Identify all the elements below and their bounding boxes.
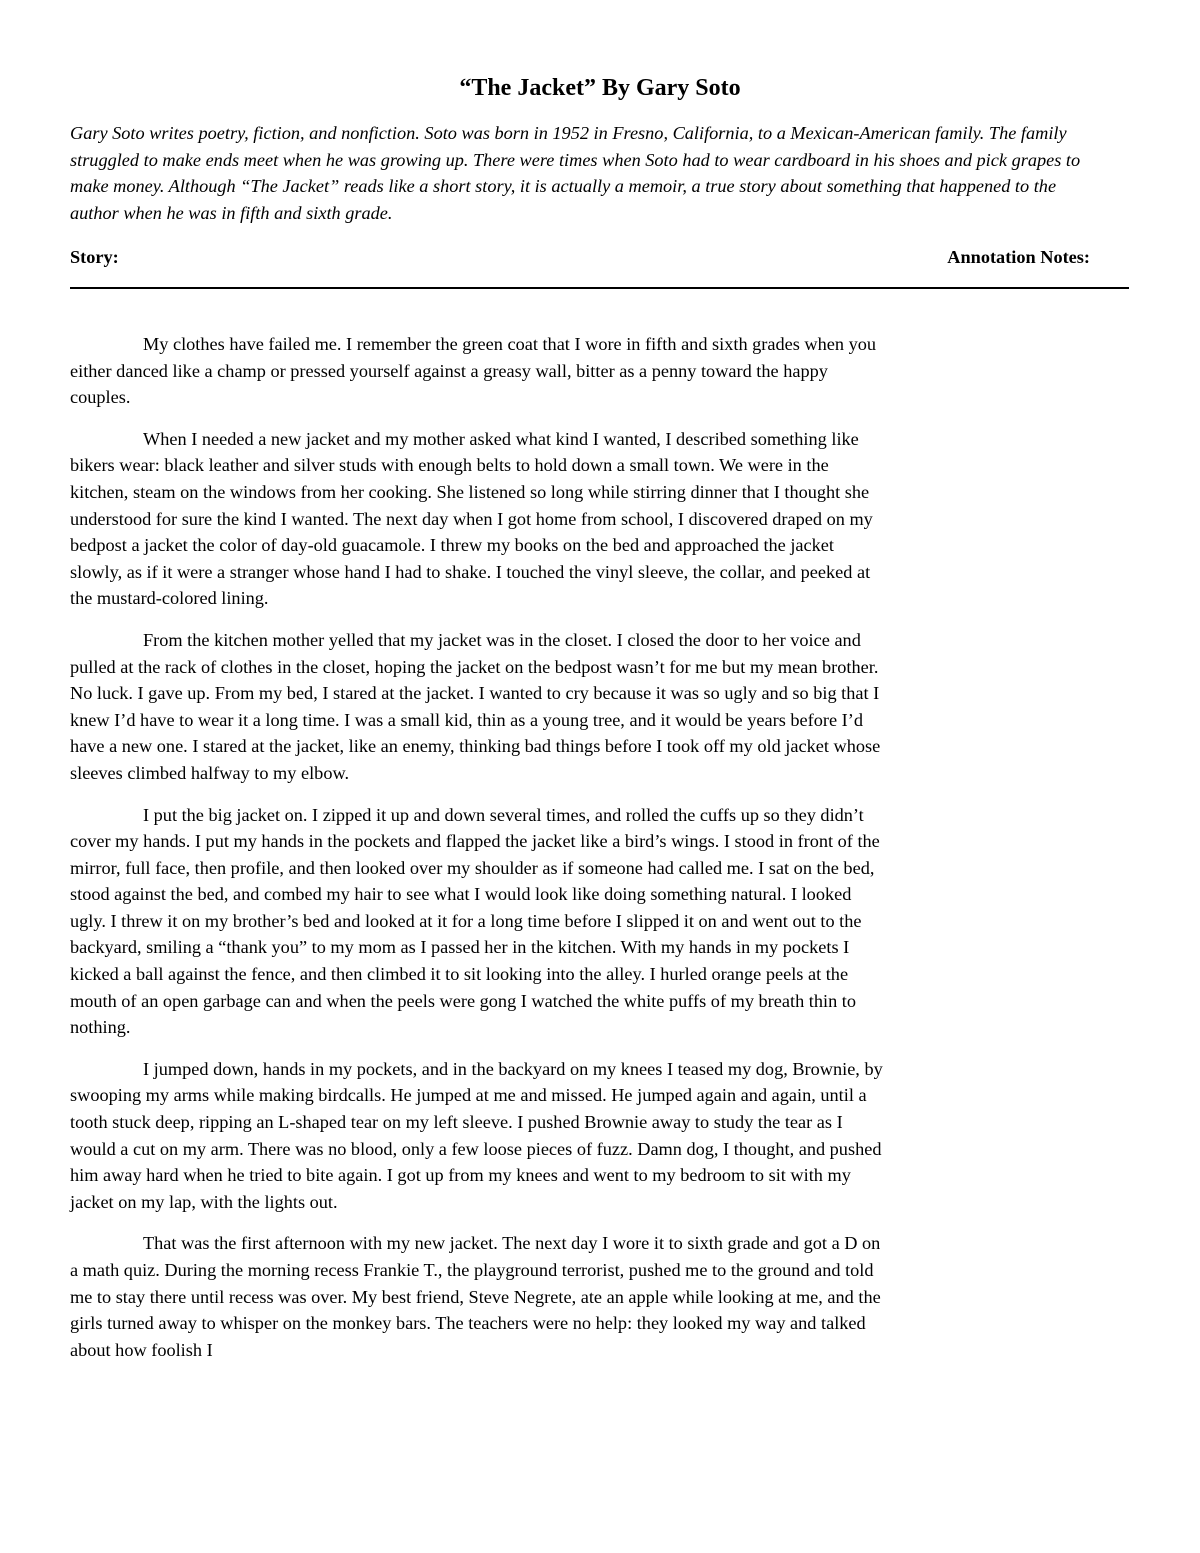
story-paragraph: When I needed a new jacket and my mother asked what kind I wanted, I described something like bikers wear: black leather and silver studs with enough belts to hold down a small town. We were in the kitchen, steam on the windows from her cooking. She listened so long while stirring dinner that I thought she understood for sure the kind I wanted. The next day when I got home from school, I discovered draped on my bedpost a jacket the color of day-old guacamole. I threw my books on the bed and approached the jacket slowly, as if it were a stranger whose hand I had to shake. I touched the vinyl sleeve, the collar, and peeked at the mustard-colored lining. — [70, 428, 873, 609]
horizontal-rule — [70, 287, 1129, 289]
annotation-notes-heading: Annotation Notes: — [947, 247, 1090, 267]
story-text — [70, 331, 883, 1378]
page-title: “The Jacket” By Gary Soto — [459, 75, 741, 101]
story-paragraph: My clothes have failed me. I remember the green coat that I wore in fifth and sixth grades when you either danced like a champ or pressed yourself against a greasy wall, bitter as a penny toward the happy couples. — [70, 334, 877, 408]
story-paragraph: That was the first afternoon with my new jacket. The next day I wore it to sixth grade and got a D on a math quiz. During the morning recess Frankie T., the playground terrorist, pushed me to the ground and told me to stay there until recess was over. My best friend, Steve Negrete, ate an apple while looking at me, and the girls turned away to whisper on the monkey bars. The teachers were no help: they looked my way and talked about how foolish I — [70, 1233, 881, 1360]
story-paragraph: From the kitchen mother yelled that my jacket was in the closet. I closed the door to her voice and pulled at the rack of clothes in the closet, hoping the jacket on the bedpost wasn’t for me but my mean brother. No luck. I gave up. From my bed, I stared at the jacket. I wanted to cry because it was so ugly and so big that I knew I’d have to wear it a long time. I was a small kid, thin as a young tree, and it would be years before I’d have a new one. I stared at the jacket, like an enemy, thinking bad things before I took off my old jacket whose sleeves climbed halfway to my elbow. — [70, 629, 881, 783]
story-heading: Story: — [70, 247, 119, 267]
author-intro: Gary Soto writes poetry, fiction, and nonfiction. Soto was born in 1952 in Fresno, California, to a Mexican-American family. The family struggled to make ends meet when he was growing up. There were times when Soto had to wear cardboard in his shoes and pick grapes to make money. Although “The Jacket” reads like a short story, it is actually a memoir, a true story about something that happened to the author when he was in fifth and sixth grade. — [70, 123, 1081, 223]
story-paragraph: I put the big jacket on. I zipped it up and down several times, and rolled the cuffs up so they didn’t cover my hands. I put my hands in the pockets and flapped the jacket like a bird’s wings. I stood in front of the mirror, full face, then profile, and then looked over my shoulder as if someone had called me. I sat on the bed, stood against the bed, and combed my hair to see what I would look like doing something natural. I looked ugly. I threw it on my brother’s bed and looked at it for a long time before I slipped it on and went out to the backyard, smiling a “thank you” to my mom as I passed her in the kitchen. With my hands in my pockets I kicked a ball against the fence, and then climbed it to sit looking into the alley. I hurled orange peels at the mouth of an open garbage can and when the peels were gong I watched the white puffs of my breath thin to nothing. — [70, 804, 880, 1038]
story-paragraph: I jumped down, hands in my pockets, and in the backyard on my knees I teased my dog, Brownie, by swooping my arms while making birdcalls. He jumped at me and missed. He jumped again and again, until a tooth stuck deep, ripping an L-shaped tear on my left sleeve. I pushed Brownie away to study the tear as I would a cut on my arm. There was no blood, only a few loose pieces of fuzz. Damn dog, I thought, and pushed him away hard when he tried to bite again. I got up from my knees and went to my bedroom to sit with my jacket on my lap, with the lights out. — [70, 1058, 883, 1212]
column-headings — [70, 244, 1090, 270]
